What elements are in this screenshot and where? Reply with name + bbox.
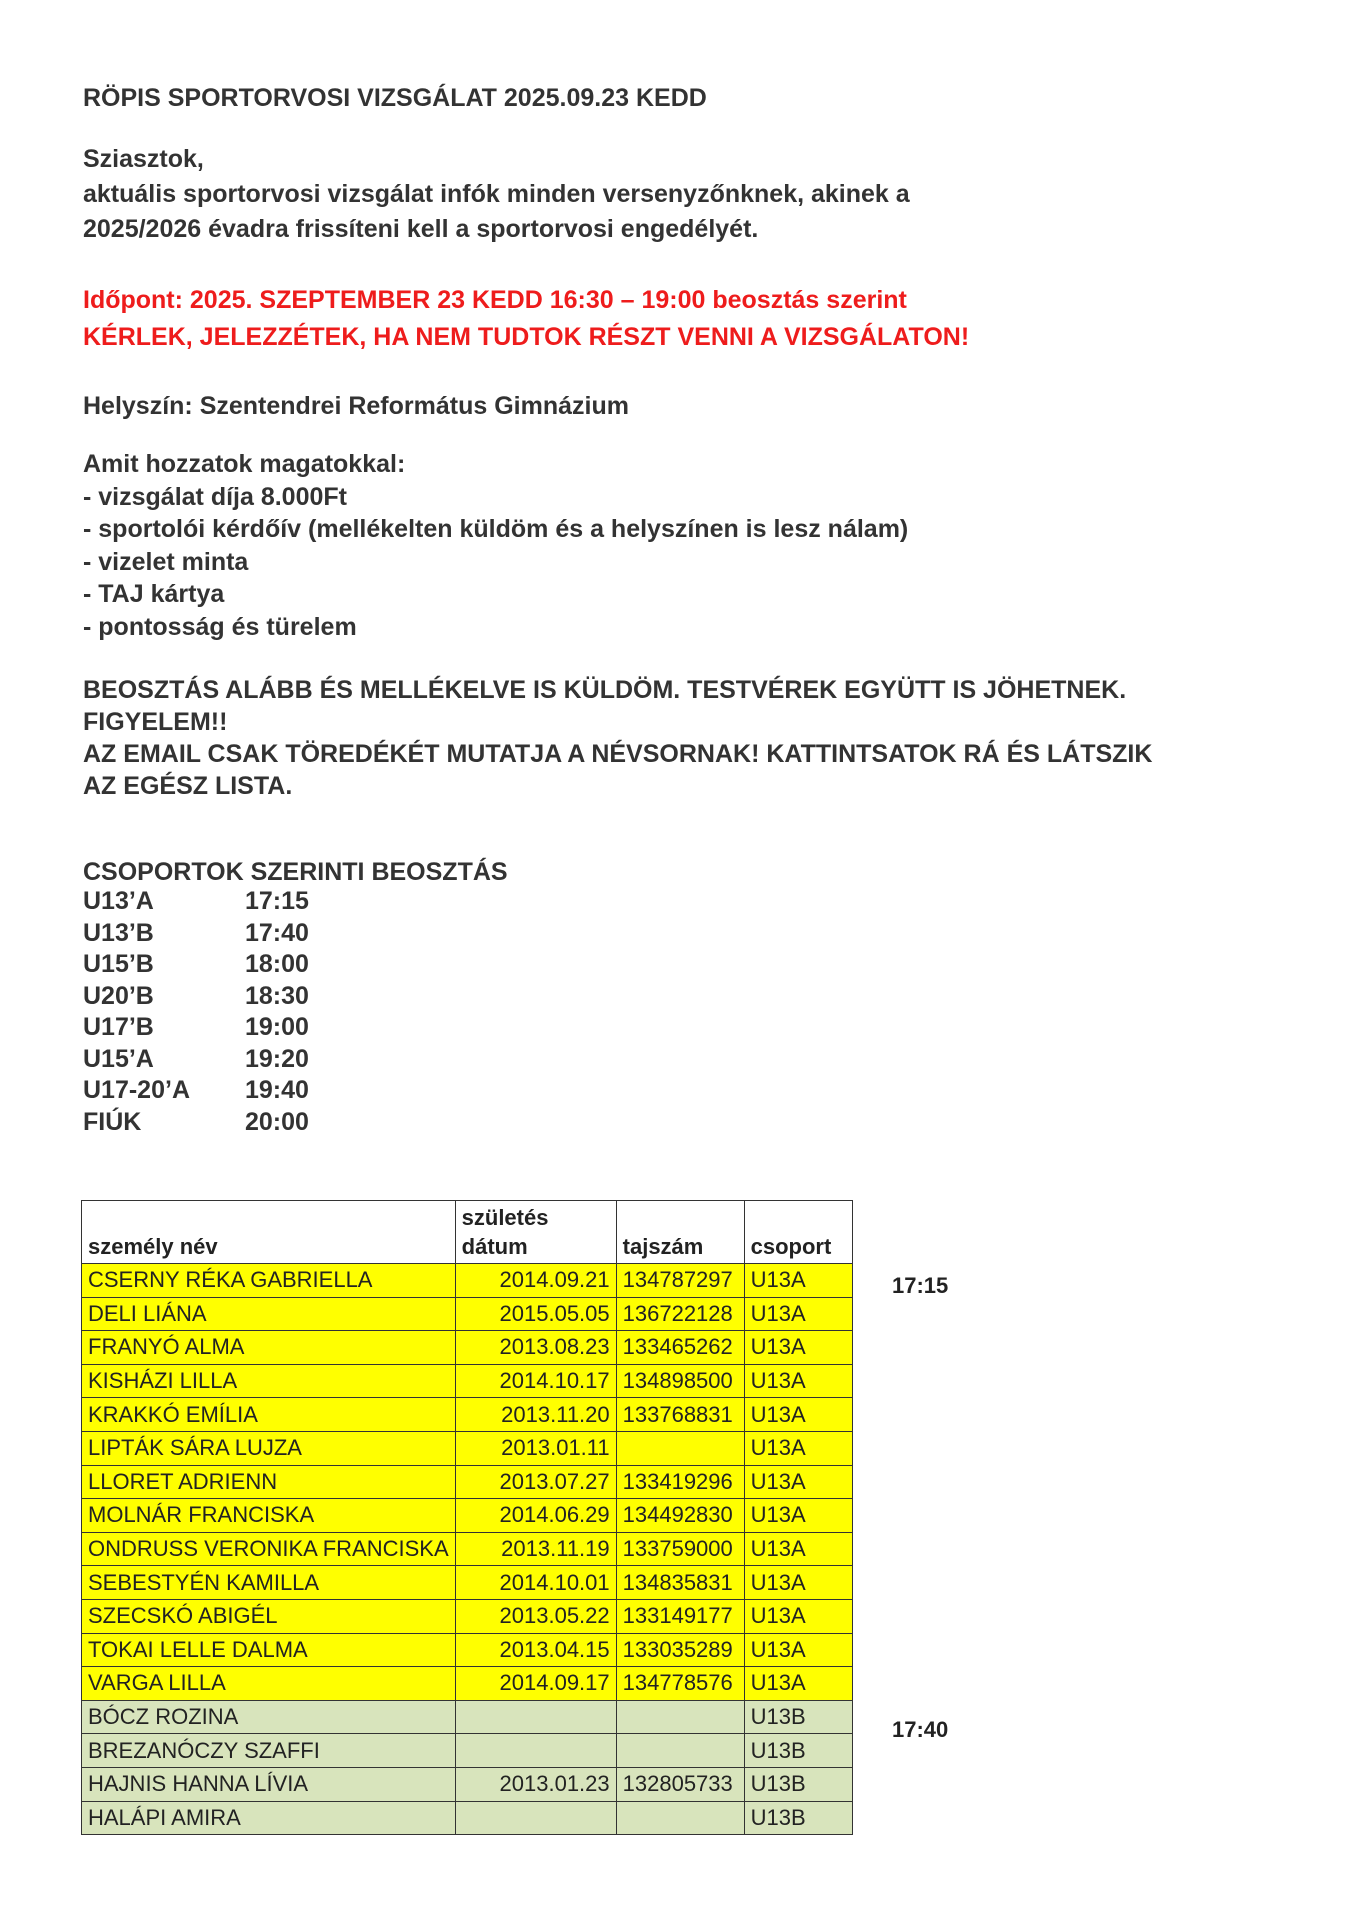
- greeting-line: Sziasztok,: [83, 145, 204, 173]
- group-name: U15’B: [83, 950, 154, 978]
- roster-table: [81, 1200, 853, 1835]
- cell-taj: 136722128: [616, 1297, 744, 1331]
- group-name: U17’B: [83, 1013, 154, 1041]
- cell-name: SZECSKÓ ABIGÉL: [82, 1599, 456, 1633]
- cell-name: LIPTÁK SÁRA LUJZA: [82, 1431, 456, 1465]
- table-row: [82, 1331, 853, 1365]
- header-taj: tajszám: [616, 1201, 744, 1264]
- cell-birth-date: 2014.09.21: [455, 1264, 616, 1298]
- slot-time-label: 17:40: [892, 1717, 949, 1742]
- appointment-highlight: [83, 282, 969, 356]
- cell-taj: 134835831: [616, 1566, 744, 1600]
- greeting-line: 2025/2026 évadra frissíteni kell a sportorvosi engedélyét.: [83, 215, 759, 243]
- group-row: [83, 1012, 309, 1044]
- table-header-row: [82, 1201, 853, 1264]
- group-time: 19:20: [245, 1044, 309, 1073]
- cell-taj: [616, 1700, 744, 1734]
- cell-name: FRANYÓ ALMA: [82, 1331, 456, 1365]
- cell-taj: [616, 1734, 744, 1768]
- cell-birth-date: 2014.06.29: [455, 1499, 616, 1533]
- cell-birth-date: 2014.10.01: [455, 1566, 616, 1600]
- cell-taj: 132805733: [616, 1767, 744, 1801]
- group-row: [83, 1107, 309, 1139]
- notice-line: FIGYELEM!!: [83, 708, 228, 736]
- group-row: [83, 886, 309, 918]
- cell-group: U13A: [744, 1532, 852, 1566]
- cell-birth-date: 2013.08.23: [455, 1331, 616, 1365]
- cell-name: BREZANÓCZY SZAFFI: [82, 1734, 456, 1768]
- cell-group: U13A: [744, 1633, 852, 1667]
- header-name: személy név: [82, 1201, 456, 1264]
- attendance-warning: KÉRLEK, JELEZZÉTEK, HA NEM TUDTOK RÉSZT VENNI A VIZSGÁLATON!: [83, 323, 970, 351]
- cell-taj: 134898500: [616, 1364, 744, 1398]
- cell-group: U13B: [744, 1767, 852, 1801]
- table-row: [82, 1297, 853, 1331]
- table-row: [82, 1532, 853, 1566]
- cell-group: U13A: [744, 1599, 852, 1633]
- appointment-time: Időpont: 2025. SZEPTEMBER 23 KEDD 16:30 – 19:00 beosztás szerint: [83, 286, 907, 314]
- group-row: [83, 1044, 309, 1076]
- group-name: U17-20’A: [83, 1076, 190, 1104]
- cell-name: VARGA LILLA: [82, 1667, 456, 1701]
- table-row: [82, 1633, 853, 1667]
- table-row: [82, 1264, 853, 1298]
- bring-item: - vizelet minta: [83, 547, 249, 576]
- group-name: U15’A: [83, 1044, 154, 1073]
- group-name: U13’A: [83, 887, 154, 915]
- table-row: [82, 1801, 853, 1835]
- cell-taj: 134787297: [616, 1264, 744, 1298]
- cell-birth-date: 2013.01.11: [455, 1431, 616, 1465]
- cell-group: U13A: [744, 1398, 852, 1432]
- bring-list: [83, 448, 908, 643]
- bring-item: - vizsgálat díja 8.000Ft: [83, 482, 347, 511]
- cell-birth-date: 2013.01.23: [455, 1767, 616, 1801]
- cell-taj: [616, 1801, 744, 1835]
- group-time: 20:00: [245, 1107, 309, 1136]
- cell-group: U13A: [744, 1667, 852, 1701]
- cell-birth-date: 2014.10.17: [455, 1364, 616, 1398]
- cell-name: SEBESTYÉN KAMILLA: [82, 1566, 456, 1600]
- cell-name: LLORET ADRIENN: [82, 1465, 456, 1499]
- cell-group: U13B: [744, 1734, 852, 1768]
- group-time: 17:15: [245, 887, 309, 915]
- roster-body: [82, 1264, 853, 1835]
- cell-group: U13B: [744, 1700, 852, 1734]
- cell-group: U13A: [744, 1364, 852, 1398]
- cell-name: DELI LIÁNA: [82, 1297, 456, 1331]
- cell-name: MOLNÁR FRANCISKA: [82, 1499, 456, 1533]
- group-time: 18:00: [245, 950, 309, 978]
- greeting: [83, 142, 910, 247]
- notice-line: BEOSZTÁS ALÁBB ÉS MELLÉKELVE IS KÜLDÖM. TESTVÉREK EGYÜTT IS JÖHETNEK.: [83, 676, 1127, 704]
- cell-taj: 133419296: [616, 1465, 744, 1499]
- cell-name: TOKAI LELLE DALMA: [82, 1633, 456, 1667]
- cell-taj: 133035289: [616, 1633, 744, 1667]
- cell-group: U13A: [744, 1465, 852, 1499]
- cell-birth-date: 2015.05.05: [455, 1297, 616, 1331]
- cell-name: CSERNY RÉKA GABRIELLA: [82, 1264, 456, 1298]
- cell-group: U13A: [744, 1264, 852, 1298]
- group-name: U20’B: [83, 981, 154, 1010]
- bring-title: Amit hozzatok magatokkal:: [83, 450, 406, 478]
- table-row: [82, 1465, 853, 1499]
- header-group: csoport: [744, 1201, 852, 1264]
- cell-name: KISHÁZI LILLA: [82, 1364, 456, 1398]
- table-row: [82, 1566, 853, 1600]
- group-name: U13’B: [83, 918, 154, 947]
- greeting-line: aktuális sportorvosi vizsgálat infók minden versenyzőnknek, akinek a: [83, 180, 910, 208]
- bring-item: - sportolói kérdőív (mellékelten küldöm és a helyszínen is lesz nálam): [83, 515, 909, 543]
- table-row: [82, 1734, 853, 1768]
- cell-birth-date: 2013.05.22: [455, 1599, 616, 1633]
- cell-taj: 133759000: [616, 1532, 744, 1566]
- cell-group: U13A: [744, 1331, 852, 1365]
- group-row: [83, 981, 309, 1013]
- header-birth-date-line1: születés: [461, 1205, 549, 1230]
- slot-time-label: 17:15: [892, 1273, 949, 1298]
- cell-birth-date: 2013.07.27: [455, 1465, 616, 1499]
- table-row: [82, 1431, 853, 1465]
- notice-line: AZ EGÉSZ LISTA.: [83, 772, 293, 800]
- cell-name: HALÁPI AMIRA: [82, 1801, 456, 1835]
- header-birth-date: [455, 1201, 616, 1264]
- group-row: [83, 949, 309, 981]
- cell-birth-date: 2014.09.17: [455, 1667, 616, 1701]
- cell-group: U13A: [744, 1566, 852, 1600]
- cell-birth-date: [455, 1734, 616, 1768]
- cell-group: U13B: [744, 1801, 852, 1835]
- table-row: [82, 1499, 853, 1533]
- cell-birth-date: 2013.04.15: [455, 1633, 616, 1667]
- notice-line: AZ EMAIL CSAK TÖREDÉKÉT MUTATJA A NÉVSORNAK! KATTINTSATOK RÁ ÉS LÁTSZIK: [83, 740, 1153, 768]
- cell-taj: 134492830: [616, 1499, 744, 1533]
- table-row: [82, 1364, 853, 1398]
- cell-birth-date: [455, 1700, 616, 1734]
- location: Helyszín: Szentendrei Református Gimnázium: [83, 392, 629, 420]
- cell-group: U13A: [744, 1431, 852, 1465]
- group-schedule: [83, 886, 309, 1138]
- cell-name: ONDRUSS VERONIKA FRANCISKA: [82, 1532, 456, 1566]
- table-row: [82, 1398, 853, 1432]
- header-birth-date-line2: dátum: [461, 1234, 528, 1259]
- document-title: RÖPIS SPORTORVOSI VIZSGÁLAT 2025.09.23 KEDD: [83, 84, 707, 112]
- cell-name: HAJNIS HANNA LÍVIA: [82, 1767, 456, 1801]
- cell-taj: 133768831: [616, 1398, 744, 1432]
- table-row: [82, 1767, 853, 1801]
- groups-title: CSOPORTOK SZERINTI BEOSZTÁS: [83, 858, 508, 886]
- group-row: [83, 1075, 309, 1107]
- cell-group: U13A: [744, 1297, 852, 1331]
- bring-item: - TAJ kártya: [83, 580, 225, 608]
- cell-taj: 133465262: [616, 1331, 744, 1365]
- group-time: 19:00: [245, 1013, 309, 1041]
- table-row: [82, 1700, 853, 1734]
- cell-birth-date: 2013.11.19: [455, 1532, 616, 1566]
- cell-name: KRAKKÓ EMÍLIA: [82, 1398, 456, 1432]
- group-time: 18:30: [245, 981, 309, 1010]
- cell-name: BÓCZ ROZINA: [82, 1700, 456, 1734]
- table-row: [82, 1599, 853, 1633]
- cell-taj: [616, 1431, 744, 1465]
- notice: [83, 674, 1152, 802]
- group-time: 17:40: [245, 918, 309, 947]
- group-time: 19:40: [245, 1076, 309, 1104]
- cell-birth-date: [455, 1801, 616, 1835]
- cell-birth-date: 2013.11.20: [455, 1398, 616, 1432]
- group-row: [83, 918, 309, 950]
- group-name: FIÚK: [83, 1107, 142, 1136]
- cell-taj: 134778576: [616, 1667, 744, 1701]
- bring-item: - pontosság és türelem: [83, 612, 357, 641]
- cell-group: U13A: [744, 1499, 852, 1533]
- table-row: [82, 1667, 853, 1701]
- cell-taj: 133149177: [616, 1599, 744, 1633]
